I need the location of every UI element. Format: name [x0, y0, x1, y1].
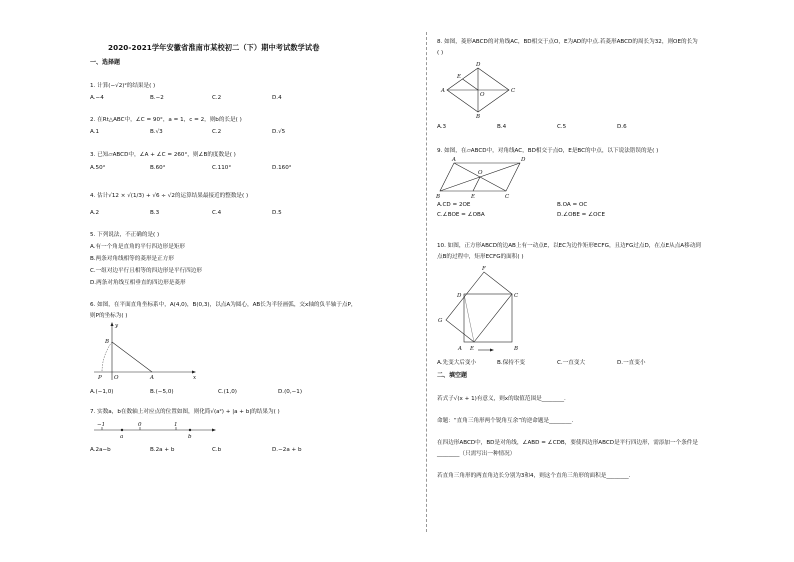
q6-label-a: A	[150, 375, 154, 381]
q4-option-b: B.3	[150, 210, 160, 216]
q7-option-d: D.−2a + b	[272, 447, 302, 453]
q9-option-c: C.∠BOE = ∠OBA	[437, 212, 485, 218]
q2-option-a: A.1	[90, 129, 100, 135]
q9-option-a: A.CD = 2OE	[437, 202, 471, 208]
q1-stem: 1. 计算(−√2)²的结果是( )	[90, 83, 156, 89]
q1-option-a: A.−4	[90, 95, 104, 101]
q10-option-a: A.先变大后变小	[437, 360, 477, 366]
q2-stem: 2. 在Rt△ABC中，∠C = 90°，a = 1，c = 2，则b的长是( )	[90, 117, 242, 123]
q10-stem-line2: 点B的过程中，矩形ECFG的面积( )	[437, 254, 524, 260]
q8-label-a: A	[441, 88, 445, 94]
q7-label-a: a	[120, 434, 124, 440]
q9-label-d: D	[521, 157, 526, 163]
q9-label-b: B	[436, 194, 441, 200]
q6-label-x: x	[193, 375, 197, 381]
q10-stem-line1: 10. 如图，正方形ABCD的边AB上有一动点E，以EC为边作矩形ECFG，且边FG过点D，在点E从点A移动到	[437, 243, 701, 249]
q8-label-b: B	[476, 114, 481, 120]
q9-option-b: B.OA = OC	[557, 202, 588, 208]
q3-option-a: A.50°	[90, 165, 106, 171]
q10-label-a: A	[458, 346, 462, 352]
q10-label-d: D	[457, 293, 462, 299]
q10-label-g: G	[438, 318, 443, 324]
q6-stem-line1: 6. 如图，在平面直角坐标系中，A(4,0)，B(0,3)，以点A为圆心，AB长为半径画弧，交x轴的负半轴于点P，	[90, 302, 357, 308]
q11-stem: 若式子√(x + 1)有意义，则x的取值范围是________.	[437, 396, 566, 402]
q3-option-b: B.60°	[150, 165, 166, 171]
q8-label-e: E	[457, 74, 462, 80]
q8-option-c: C.5	[557, 124, 567, 130]
q4-option-a: A.2	[90, 210, 100, 216]
q3-option-c: C.110°	[212, 165, 232, 171]
q2-option-d: D.√5	[272, 129, 286, 135]
q7-option-c: C.b	[212, 447, 222, 453]
q9-parallelogram-figure	[438, 157, 528, 199]
q7-option-a: A.2a−b	[90, 447, 111, 453]
q7-label-b: b	[188, 434, 192, 440]
q2-option-c: C.2	[212, 129, 222, 135]
q6-option-b: B.(−5,0)	[150, 389, 174, 395]
q9-label-o: O	[478, 170, 483, 176]
section-choice-heading: 一、选择题	[90, 59, 121, 66]
q9-option-d: D.∠OBE = ∠OCE	[557, 212, 605, 218]
q8-label-o: O	[480, 92, 485, 98]
section-fill-heading: 二、填空题	[437, 372, 468, 379]
q6-coordinate-figure	[92, 322, 202, 382]
q13-stem-line1: 在四边形ABCD中，BD是对角线，∠ABD = ∠CDB，要使四边形ABCD是平行四边形，需添加一个条件是	[437, 440, 698, 446]
q1-option-b: B.−2	[150, 95, 164, 101]
q2-option-b: B.√3	[150, 129, 163, 135]
q8-option-a: A.3	[437, 124, 447, 130]
q7-number-line	[92, 422, 222, 444]
q7-label-zero: 0	[138, 422, 142, 428]
q3-option-d: D.160°	[272, 165, 292, 171]
q6-label-o: O	[114, 375, 119, 381]
q10-label-e: E	[470, 346, 475, 352]
q6-label-y: y	[115, 323, 119, 329]
q8-label-c: C	[511, 88, 516, 94]
q4-stem: 4. 估计√12 × √(1/3) + √6 ÷ √2的运算结果最接近的整数是( )	[90, 193, 249, 199]
q7-label-minus-one: −1	[97, 422, 106, 428]
q8-stem-line1: 8. 如图，菱形ABCD的对角线AC，BD相交于点O，E为AD的中点.若菱形ABCD的周长为32，则OE的长为	[437, 39, 698, 45]
q9-label-c: C	[505, 194, 510, 200]
q14-stem: 若直角三角形的两直角边长分别为3和4，则这个直角三角形的面积是________.	[437, 473, 631, 479]
q6-label-b: B	[105, 339, 110, 345]
q7-stem: 7. 实数a，b在数轴上对应点的位置如图，则化简√(a²) + |a + b|的结果为( )	[90, 409, 280, 415]
q10-label-c: C	[514, 293, 519, 299]
q8-rhombus-figure	[440, 62, 520, 118]
q13-stem-line2: ________（只需写出一种情况）	[437, 451, 516, 457]
q6-label-p: P	[98, 375, 102, 381]
column-divider	[426, 32, 427, 532]
q10-square-figure	[436, 264, 532, 358]
q9-stem: 9. 如图，在▱ABCD中，对角线AC，BD相交于点O，E是BC的中点，以下说法错误的是( )	[437, 148, 659, 154]
q6-stem-line2: 则P的坐标为( )	[90, 313, 128, 319]
q8-option-d: D.6	[617, 124, 627, 130]
q9-label-e: E	[471, 194, 476, 200]
q10-option-b: B.保持不变	[497, 360, 525, 366]
q4-option-d: D.5	[272, 210, 282, 216]
q8-option-b: B.4	[497, 124, 507, 130]
q10-label-f: F	[482, 266, 486, 272]
q7-option-b: B.2a + b	[150, 447, 175, 453]
q5-option-d: D.两条对角线互相垂直的四边形是菱形	[90, 280, 186, 286]
q9-label-a: A	[452, 157, 456, 163]
q7-label-one: 1	[174, 422, 178, 428]
q5-stem: 5. 下列说法，不正确的是( )	[90, 232, 160, 238]
q12-stem: 命题：“直角三角形两个锐角互余”的逆命题是________.	[437, 418, 574, 424]
q3-stem: 3. 已知▱ABCD中，∠A + ∠C = 260°，则∠B的度数是( )	[90, 152, 236, 158]
page-title: 2020-2021学年安徽省淮南市某校初二（下）期中考试数学试卷	[108, 43, 320, 52]
q1-option-d: D.4	[272, 95, 282, 101]
q6-option-c: C.(1,0)	[218, 389, 237, 395]
q6-option-a: A.(−1,0)	[90, 389, 114, 395]
q1-option-c: C.2	[212, 95, 222, 101]
q5-option-c: C.一组对边平行且相等的四边形是平行四边形	[90, 268, 202, 274]
q4-option-c: C.4	[212, 210, 222, 216]
q6-option-d: D.(0,−1)	[278, 389, 303, 395]
q5-option-a: A.有一个角是直角的平行四边形是矩形	[90, 244, 186, 250]
q10-label-b: B	[514, 346, 519, 352]
q5-option-b: B.两条对角线相等的菱形是正方形	[90, 256, 174, 262]
q10-option-c: C.一直变大	[557, 360, 586, 366]
q8-stem-line2: ( )	[437, 50, 444, 56]
q8-label-d: D	[476, 62, 481, 68]
q10-option-d: D.一直变小	[617, 360, 646, 366]
